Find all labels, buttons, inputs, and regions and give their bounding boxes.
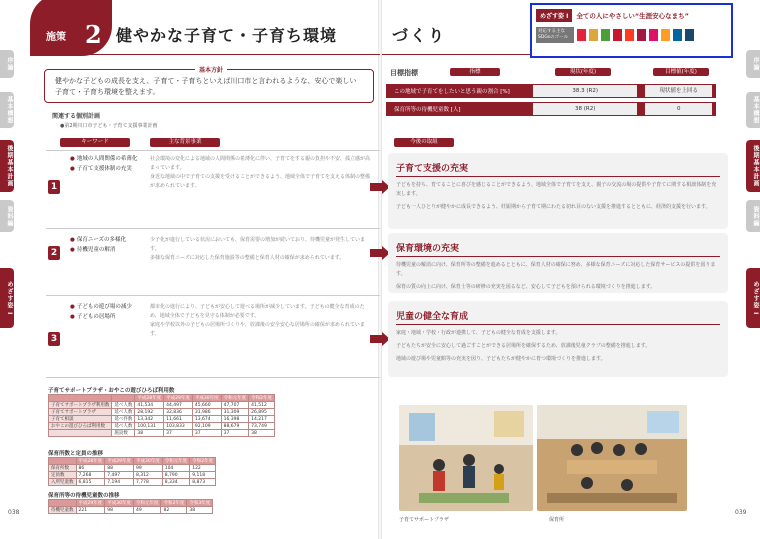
initiative-text: 保育の質の向上に向け、保育士等の研修の充実を図るなど、安心して子どもを預けられる環境づくりを推進します。 (396, 284, 656, 290)
row-keywords (70, 236, 140, 256)
photo-caption: 保育所 (549, 517, 565, 523)
goal-text: 全ての人にやさしい“生涯安心なまち” (576, 12, 689, 20)
row-number: 1 (48, 180, 60, 194)
desc-line: 家庭や学校以外の子どもの居場所づくりや、放課後の安全安心な居場所の確保が求められています。 (150, 322, 365, 337)
desc-line: 社会環境の変化による地域の人間関係の希薄化に伴い、子育てをする親の負担や不安、孤立感が高まっています。 (150, 156, 371, 171)
keyword-item: ● 子どもの遊び場の減少 (70, 304, 132, 310)
table-row: 子育て相談 延べ件数 13,342 11,661 13,674 16,398 14,217 (49, 416, 275, 423)
basic-policy-box (44, 69, 374, 103)
initiative-box (388, 153, 728, 229)
table-row: 施設数 38 37 37 37 38 (49, 430, 275, 437)
keyword-item: ● 待機児童の解消 (70, 246, 116, 253)
sdg-label: 対応する主な SDGsのゴール (536, 27, 574, 43)
row-number: 3 (48, 332, 60, 346)
indicator-name: この地域で子育てをしたいと思う親の割合 [%] (394, 89, 510, 95)
stats-table-1: 平成28年度 平成29年度 平成30年度 令和元年度 令和2年度 子育てサポートプラザ利用数 延べ人数 41,534 44,497 45,660 47,707 41,512 子育てサポートプラザ 延べ人数 28,192 32,836 31,986 31,309 26,895 子育て相談 延べ件数 13,342 11,661 13,674 16,398 14,217 おやこの遊びひろば利用数 延べ人数 100,131 103,833 92,109 88,679 73,749 施設数 38 37 37 37 38 (48, 394, 275, 437)
initiative-text: 待機児童の解消に向け、保育所等の整備を進めるとともに、保育人材の確保に努め、多様な保育ニーズに対応した保育サービスの提供を図ります。 (396, 262, 716, 277)
table-row: 入所児童数 6,815 7,194 7,778 8,334 8,873 (49, 479, 216, 486)
keyword-item: ● 地域の人間関係の希薄化 (70, 156, 138, 162)
arrow-icon (370, 246, 390, 260)
stats-table-1-title: 子育てサポートプラザ・おやこの遊びひろば利用数 (48, 388, 175, 394)
policy-label: 基本方針 (195, 65, 227, 74)
initiative-title: 子育て支援の充実 (396, 161, 720, 177)
side-tab-intro[interactable]: 序論 (0, 50, 14, 78)
initiative-text: 子ども一人ひとりが健やかに成長できるよう、妊娠期から子育て期にわたる切れ目のない支援を推進するとともに、経済的支援を行います。 (396, 204, 711, 210)
initiative-title: 保育環境の充実 (396, 241, 720, 257)
side-tab-data[interactable]: 資料編 (0, 200, 14, 232)
initiative-text: 子どもを持ち、育てることに喜びを感じることができるよう、地域全体で子育てを支え、親子の交流の場の提供や子育てに関する相談体制を充実します。 (396, 182, 717, 197)
row-number: 2 (48, 246, 60, 260)
page-number-left: 038 (8, 509, 20, 516)
table-row: 保育所数 86 88 99 104 122 (49, 465, 216, 472)
table-row: 子育てサポートプラザ利用数 延べ人数 41,534 44,497 45,660 47,707 41,512 (49, 402, 275, 409)
initiative-box (388, 233, 728, 293)
page-title-cont: づくり (392, 26, 447, 45)
table-row: 定員数 7,268 7,497 8,312 8,790 9,118 (49, 472, 216, 479)
sdg-2-icon (589, 29, 598, 41)
book-spine (378, 0, 382, 539)
row-keywords (70, 303, 140, 323)
related-plan-item: ●第2期川口市子ども・子育て支援事業計画 (60, 123, 158, 129)
sdg-8-icon (637, 29, 646, 41)
sdg-11-icon (661, 29, 670, 41)
keyword-header: キーワード (60, 138, 130, 147)
side-tab-concept-r[interactable]: 基本構想 (746, 92, 760, 128)
indicator-target: 0 (645, 103, 712, 115)
indicator-current: 38.3 (R2) (533, 85, 638, 97)
stats-table-2: 平成28年度 平成29年度 平成30年度 令和元年度 令和2年度 保育所数 86 88 99 104 122 定員数 7,268 7,497 8,312 8,790 9,118 入所児童数 6,815 7,194 7,778 8,334 8,873 (48, 457, 216, 486)
photo-support-plaza (399, 405, 533, 511)
sdg-4-icon (613, 29, 622, 41)
right-header: 今後の取組 (394, 138, 454, 147)
row-divider (46, 228, 380, 229)
stats-table-2-title: 保育所数と定員の推移 (48, 451, 104, 457)
header-tag: 施策 (46, 32, 66, 43)
sdg-5-icon (625, 29, 634, 41)
related-plan-title: 関連する個別計画 (52, 113, 101, 120)
row-divider (46, 295, 380, 296)
side-tab-concept[interactable]: 基本構想 (0, 92, 14, 128)
side-tab-vision-r[interactable]: めざす姿 I (746, 268, 760, 328)
initiative-text: 家庭・地域・学校・行政が連携して、子どもの健全な育成を支援します。 (396, 330, 561, 336)
stats-table-3: 平成29年度 平成30年度 令和元年度 令和2年度 令和3年度 待機児童数 221 98 49 82 38 (48, 499, 213, 514)
indicator-target: 現状値を上回る (645, 85, 712, 97)
photo-nursery (537, 405, 687, 511)
initiative-text: 地域の遊び場や児童館等の充実を図り、子どもたちが健やかに育つ環境づくりを推進します。 (396, 356, 606, 362)
row-description (150, 303, 370, 339)
goal-box (530, 3, 733, 58)
arrow-icon (370, 180, 390, 194)
indicator-row (386, 84, 716, 98)
desc-line: 身近な地域の中で子育ての支援を受けることができるよう、地域全体で子育てを支える体制の整備が求められています。 (150, 174, 371, 189)
header-number: 2 (85, 20, 102, 49)
row-divider (46, 150, 380, 151)
sdg-1-icon (577, 29, 586, 41)
desc-line: 都市化の進行により、子どもが安心して遊べる場所が減少しています。子どもの健全な育成のため、地域全体で子どもを見守る体制が必要です。 (150, 304, 365, 319)
initiative-title: 児童の健全な育成 (396, 309, 720, 325)
row-keywords (70, 155, 140, 175)
indicator-current: 38 (R2) (533, 103, 638, 115)
initiative-box (388, 301, 728, 377)
indicator-head-name: 指標 (450, 68, 500, 76)
page-title: 健やかな子育て・子育ち環境 (116, 26, 338, 45)
side-tab-plan[interactable]: 後期基本計画 (0, 140, 14, 192)
keyword-item: ● 子育て支援体制の充実 (70, 165, 132, 172)
indicator-head-current: 現状(年度) (555, 68, 611, 76)
indicator-label: 目標指標 (390, 69, 418, 77)
indicator-row (386, 102, 716, 116)
row-description (150, 236, 370, 263)
page-number-right: 039 (735, 509, 747, 516)
side-tab-data-r[interactable]: 資料編 (746, 200, 760, 232)
initiative-text: 子どもたちが安全に安心して過ごすことができる居場所を確保するため、放課後児童クラブの整備を推進します。 (396, 343, 651, 349)
side-tab-intro-r[interactable]: 序論 (746, 50, 760, 78)
goal-badge: めざす姿 I (536, 9, 572, 22)
sdg-10-icon (649, 29, 658, 41)
data-header: 主な背景事業 (150, 138, 220, 147)
keyword-item: ● 子どもの居場所 (70, 313, 116, 320)
header-divider (30, 54, 380, 55)
table-row: 子育てサポートプラザ 延べ人数 28,192 32,836 31,986 31,309 26,895 (49, 409, 275, 416)
sdg-3-icon (601, 29, 610, 41)
indicator-head-target: 目標値(年度) (653, 68, 709, 76)
side-tab-vision[interactable]: めざす姿 I (0, 268, 14, 328)
side-tab-plan-r[interactable]: 後期基本計画 (746, 140, 760, 192)
keyword-item: ● 保育ニーズの多様化 (70, 237, 127, 243)
policy-text: 健やかな子どもの成長を支え、子育て・子育ちといえば川口市と言われるような、安心で楽しい子育て・子育ち環境を整えます。 (55, 77, 357, 97)
arrow-icon (370, 332, 390, 346)
desc-line: 多様な保育ニーズに対応した保育施設等の整備と保育人材の確保が求められています。 (150, 255, 345, 261)
photo-caption: 子育てサポートプラザ (399, 517, 449, 523)
stats-table-3-title: 保育所等の待機児童数の推移 (48, 493, 120, 499)
table-row: おやこの遊びひろば利用数 延べ人数 100,131 103,833 92,109 88,679 73,749 (49, 423, 275, 430)
sdg-17-icon (685, 29, 694, 41)
desc-line: 少子化が進行している状況においても、保育需要の増加が続いており、待機児童が発生しています。 (150, 237, 366, 252)
row-divider (46, 377, 380, 378)
table-row: 待機児童数 221 98 49 82 38 (49, 507, 213, 514)
sdg-16-icon (673, 29, 682, 41)
row-description (150, 155, 370, 191)
indicator-name: 保育所等の待機児童数 [人] (394, 107, 461, 113)
